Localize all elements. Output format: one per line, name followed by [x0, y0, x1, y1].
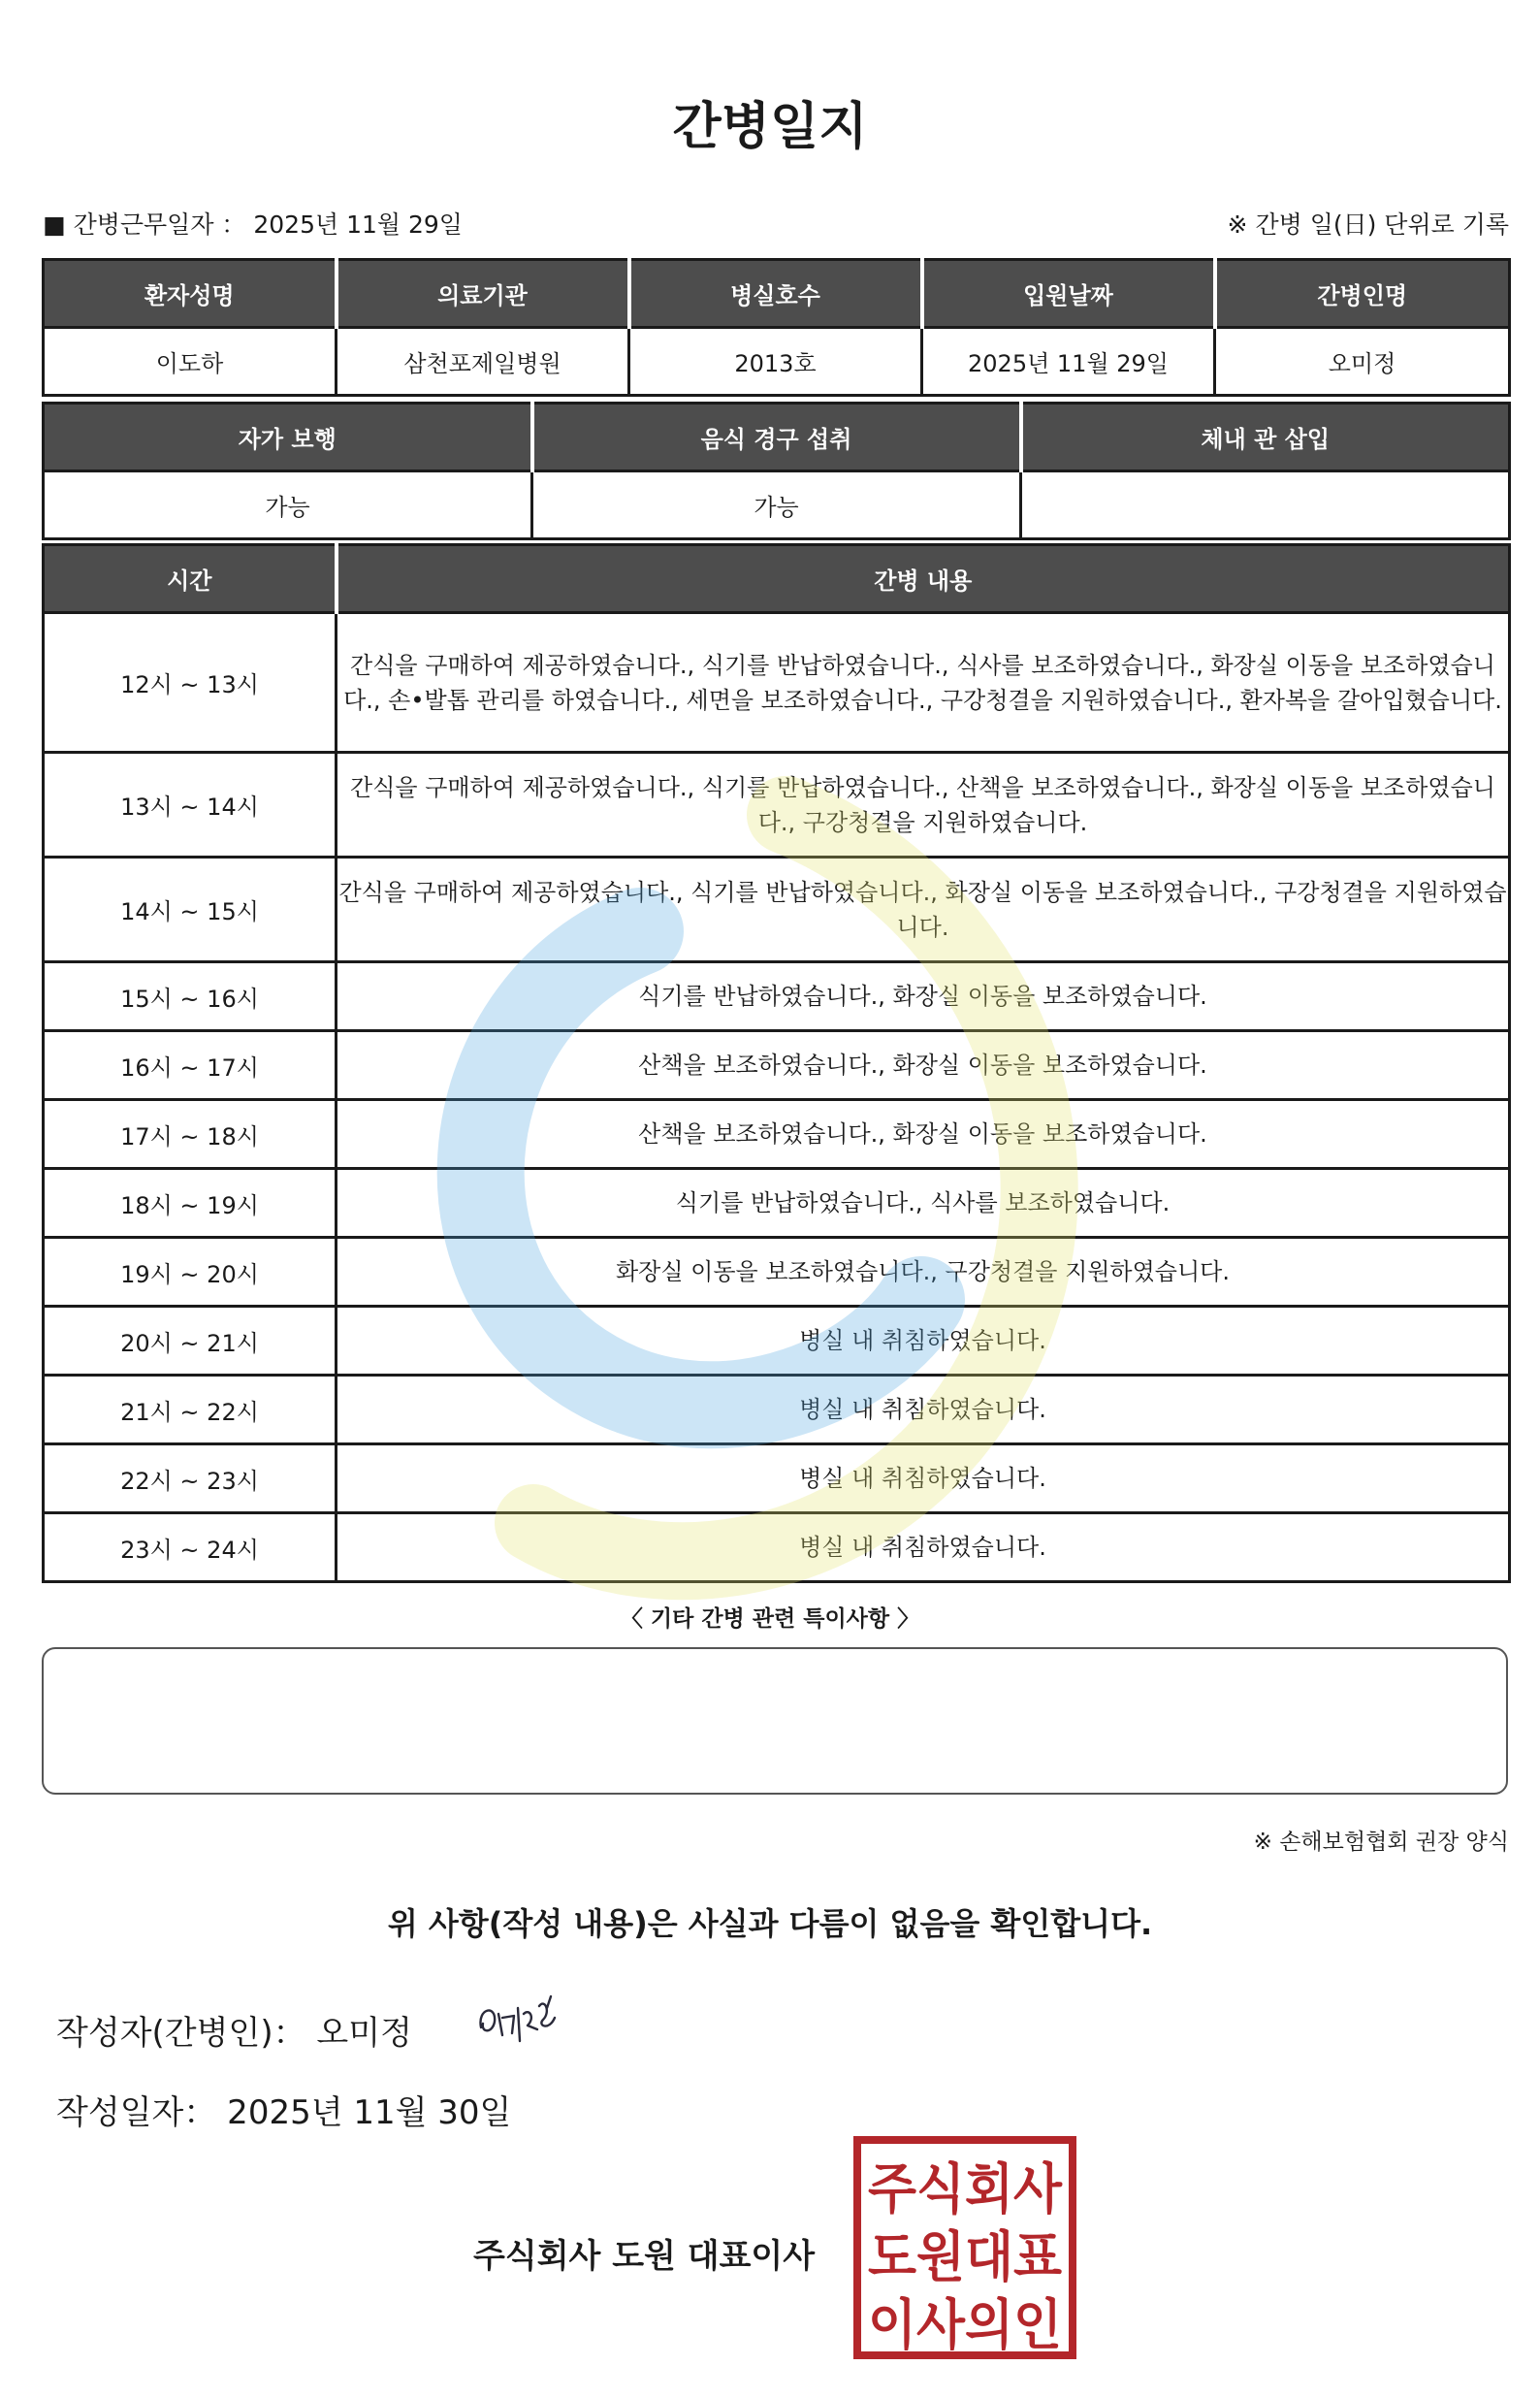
special-notes-heading: 〈 기타 간병 관련 특이사항 〉 [620, 1606, 920, 1632]
row-content: 병실 내 취침하였습니다. [337, 1444, 1510, 1513]
row-time: 17시 ~ 18시 [44, 1100, 337, 1169]
association-note: ※ 손해보험협회 권장 양식 [1253, 1830, 1509, 1855]
seal-line-3: 이사의인 [868, 2294, 1062, 2357]
caregiver-name: 오미정 [1215, 328, 1510, 396]
row-content: 간식을 구매하여 제공하였습니다., 식기를 반납하였습니다., 산책을 보조하였습니다., 화장실 이동을 보조하였습니다., 구강청결을 지원하였습니다. [337, 753, 1510, 858]
header-tube-insertion: 체내 관 삽입 [1021, 404, 1510, 471]
patient-status-table [42, 402, 1511, 540]
row-content: 간식을 구매하여 제공하였습니다., 식기를 반납하였습니다., 식사를 보조하였습니다., 화장실 이동을 보조하였습니다., 손•발톱 관리를 하였습니다., 세면을 보조하였습니다., 구강청결을 지원하였습니다., 환자복을 갈아입혔습니다. [337, 613, 1510, 753]
row-time: 13시 ~ 14시 [44, 753, 337, 858]
company-seal-stamp [853, 2136, 1076, 2359]
self-walking-value: 가능 [44, 471, 532, 539]
header-oral-intake: 음식 경구 섭취 [532, 404, 1021, 471]
row-content: 식기를 반납하였습니다., 식사를 보조하였습니다. [337, 1169, 1510, 1238]
tube-insertion-value [1021, 471, 1510, 539]
row-time: 12시 ~ 13시 [44, 613, 337, 753]
watermark-logo [330, 757, 1203, 1630]
header-self-walking: 자가 보행 [44, 404, 532, 471]
row-content: 식기를 반납하였습니다., 화장실 이동을 보조하였습니다. [337, 962, 1510, 1031]
row-content: 간식을 구매하여 제공하였습니다., 식기를 반납하였습니다., 화장실 이동을 보조하였습니다., 구강청결을 지원하였습니다. [337, 858, 1510, 962]
admission-date: 2025년 11월 29일 [922, 328, 1215, 396]
handwritten-signature [473, 1979, 590, 2057]
row-content: 화장실 이동을 보조하였습니다., 구강청결을 지원하였습니다. [337, 1238, 1510, 1307]
table-row [44, 613, 1510, 753]
patient-info-table [42, 258, 1511, 397]
row-time: 21시 ~ 22시 [44, 1376, 337, 1444]
write-date: 작성일자： 2025년 11월 30일 [56, 2093, 512, 2132]
confirmation-statement: 위 사항(작성 내용)은 사실과 다름이 없음을 확인합니다. [387, 1905, 1153, 1942]
seal-line-2: 도원대표 [868, 2226, 1062, 2289]
watermark-blue-stroke [481, 931, 921, 1405]
header-patient-name: 환자성명 [44, 260, 337, 328]
row-content: 병실 내 취침하였습니다. [337, 1376, 1510, 1444]
company-ceo-label: 주식회사 도원 대표이사 [473, 2237, 816, 2276]
unit-note: ※ 간병 일(日) 단위로 기록 [1227, 211, 1509, 239]
row-content: 산책을 보조하였습니다., 화장실 이동을 보조하였습니다. [337, 1100, 1510, 1169]
row-content: 병실 내 취침하였습니다. [337, 1307, 1510, 1376]
row-time: 22시 ~ 23시 [44, 1444, 337, 1513]
patient-name: 이도하 [44, 328, 337, 396]
row-time: 18시 ~ 19시 [44, 1169, 337, 1238]
header-caregiver-name: 간병인명 [1215, 260, 1510, 328]
writer-label: 작성자(간병인)： 오미정 [56, 2014, 412, 2053]
row-content: 병실 내 취침하였습니다. [337, 1513, 1510, 1582]
header-hospital: 의료기관 [337, 260, 629, 328]
hospital-name: 삼천포제일병원 [337, 328, 629, 396]
header-room-number: 병실호수 [629, 260, 922, 328]
row-time: 15시 ~ 16시 [44, 962, 337, 1031]
work-date-label: ■ 간병근무일자 ： 2025년 11월 29일 [43, 211, 463, 239]
row-time: 23시 ~ 24시 [44, 1513, 337, 1582]
row-content: 산책을 보조하였습니다., 화장실 이동을 보조하였습니다. [337, 1031, 1510, 1100]
seal-line-1: 주식회사 [868, 2158, 1063, 2221]
oral-intake-value: 가능 [532, 471, 1021, 539]
page-title: 간병일지 [672, 98, 868, 156]
special-notes-box [42, 1647, 1508, 1795]
row-time: 16시 ~ 17시 [44, 1031, 337, 1100]
header-time: 시간 [44, 545, 337, 613]
row-time: 19시 ~ 20시 [44, 1238, 337, 1307]
header-care-content: 간병 내용 [337, 545, 1510, 613]
room-number: 2013호 [629, 328, 922, 396]
row-time: 20시 ~ 21시 [44, 1307, 337, 1376]
header-admission-date: 입원날짜 [922, 260, 1215, 328]
row-time: 14시 ~ 15시 [44, 858, 337, 962]
